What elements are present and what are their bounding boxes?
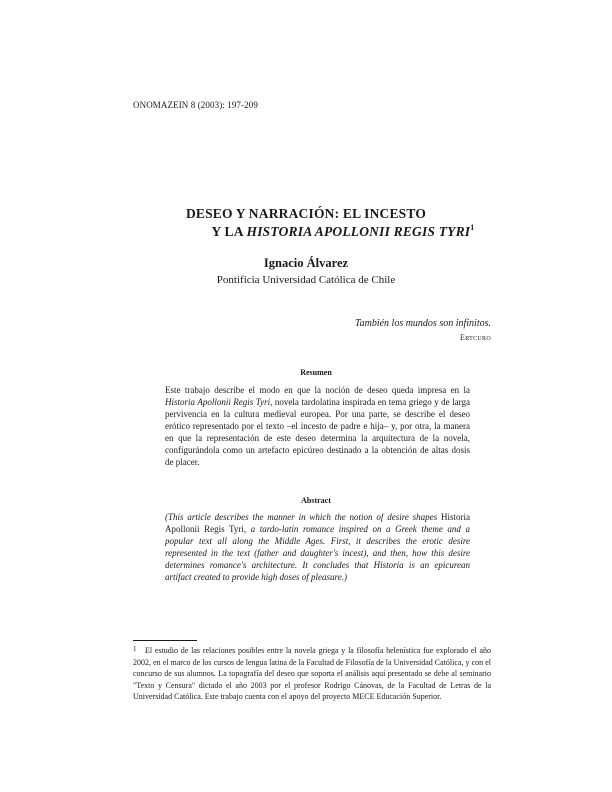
footnote-mark: 1 — [133, 645, 137, 653]
abstract-text-1: (This article describes the manner in which the notion of desire shapes — [165, 512, 441, 522]
title-footnote-mark[interactable]: 1 — [470, 223, 475, 232]
article-title-line-1: DESEO Y NARRACIÓN: EL INCESTO — [185, 206, 427, 221]
title-line-2-prefix: Y LA — [211, 224, 247, 239]
abstract-paragraph — [165, 511, 470, 583]
abstract-text-2: , a tardo-latin romance inspired on a Greek theme and a popular text all along the Middle Ages. First, it describes the erotic desire represented in the text (father and daughter's incest), and then, how this desire determines romance's architecture. It concludes that Historia is an epicurean artifact created to provide high doses of pleasure.) — [165, 524, 470, 582]
journal-reference: ONOMAZEIN 8 (2003): 197-209 — [133, 100, 258, 110]
abstract-work-title: Historia Apollonii Regis Tyri — [165, 512, 470, 534]
abstract-heading: Abstract — [301, 496, 331, 505]
footnote-separator — [133, 640, 197, 641]
footnote-text: El estudio de las relaciones posibles entre la novela griega y la filosofía helenística fue explorado el año 2002, en el marco de los cursos de lengua latina de la Facultad de Filosofía de la Universidad Católica, y con el concurso de sus alumnos. La topografía del deseo que soporta el análisis aquí presentado se debe al seminario "Texto y Censura" dictado el año 2003 por el profesor Rodrigo Cánovas, de la Facultad de Letras de la Universidad Católica. Este trabajo cuenta con el apoyo del proyecto MECE Educación Superior. — [133, 646, 491, 702]
epigraph-author: Ertcuro — [460, 333, 491, 342]
resumen-text-1: Este trabajo describe el modo en que la noción de deseo queda impresa en la — [165, 385, 470, 395]
title-line-2-italic: HISTORIA APOLLONII REGIS TYRI — [246, 224, 471, 239]
footnote — [133, 645, 491, 703]
epigraph-quote: También los mundos son infinitos. — [354, 318, 491, 329]
resumen-heading: Resumen — [300, 368, 332, 377]
article-title-line-2 — [37, 224, 612, 240]
author-affiliation: Pontificia Universidad Católica de Chile — [216, 274, 396, 286]
author-name: Ignacio Álvarez — [263, 256, 349, 270]
resumen-paragraph — [165, 384, 470, 468]
resumen-work-title: Historia Apollonii Regis Tyri — [165, 397, 271, 407]
resumen-text-2: , novela tardolatina inspirada en tema griego y de larga pervivencia en la cultura medieval europea. Por una parte, se describe el deseo erótico representado por el texto –el incesto de padre e hija– y, por otra, la manera en que la representación de este deseo determina la arquitectura de la novela, configurándola como un artefacto epicúreo destinado a la obtención de altas dosis de placer. — [165, 397, 470, 467]
